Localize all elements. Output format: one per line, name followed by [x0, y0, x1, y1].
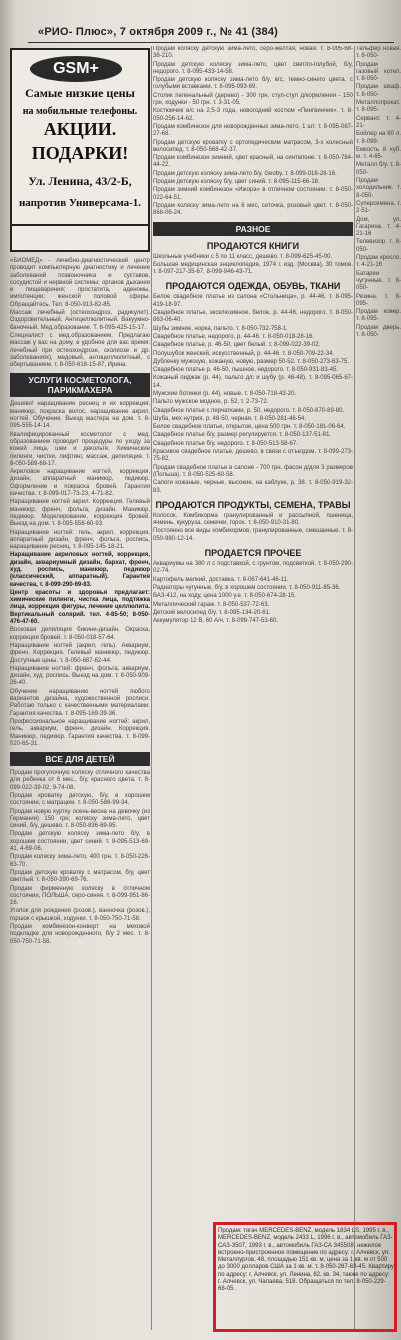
- classified-ad: Белое свадебное платье, открытое, цена 500 грн. т. 8-050-181-06-64.: [153, 424, 346, 431]
- classified-ad: «БИОМЕД» - лечебно-диагностический центр проводит компьютерную диагностику и лечение заболеваний позвоночника и суставов, сосудистой и нервной системы; органов дыхания и пищеварения; простатита, аденомы, импотенции; женской половой сферы. Обращайтесь. Тел. 8-050-913-82-85.: [10, 258, 150, 308]
- classified-ad: Продам прогулочную коляску отличного качества для ребенка от 6 мес., б/у, красного цвета. т. 8-099-022-39-02, 9-74-08.: [10, 770, 150, 791]
- classified-ad: Кожаный пиджак (р. 44), пальто д/с и шубу (р. 46-48). т. 8-095-065-67-14.: [153, 375, 353, 389]
- classified-ad: Восковая депиляция бикини-дизайн. Окраска, коррекция бровей. т. 8-050-018-57-64.: [10, 627, 150, 641]
- ad-slogan-2: на мобильные телефоны.: [22, 106, 138, 117]
- classified-ad: Аккумулятор 12 В, 60 А/ч. т. 8-099-747-53-60.: [153, 618, 279, 625]
- classified-ad: Радиаторы чугунные, б/у, в хорошем состоянии. т. 8-050-911-85-36.: [153, 584, 341, 591]
- classified-ad: Полушубок женский, искусственный, р. 44-46. т. 8-050-709-22-34.: [153, 350, 335, 357]
- classified-ad: Белое свадебное платье из салона «Стольница», р. 44-46. т. 8-095-419-18-97.: [153, 294, 353, 308]
- classified-ad: Акриловое наращивание ногтей, коррекция, дизайн, аппаратный маникюр, педикюр. Оформление и покраска бровей. Гарантия качества. т. 8-099-017-73-23, 4-71-82.: [10, 469, 150, 498]
- classified-ad: Массаж лечебный (остеохондроз, радикулит). Оздоровительный. Антицеллюлитный. Вакуумно-баночный. Мед.образование. Т. 8-095-425-15-17.: [10, 310, 150, 331]
- classified-ad: Продам детскую кроватку с ортопедическим матрасом, 3-х колесный велосипед. т. 8-050-568-42-37.: [153, 139, 353, 153]
- classified-ad: Столик пеленальный (дерево) - 300 грн, стул-стул д/кормления - 150 грн, ходунки - 50 грн. т. 3-31-05.: [153, 92, 353, 107]
- classified-ad: Батареи чугунные. т. 8-050-: [356, 270, 401, 292]
- classified-ad: Наращивание акриловых ногтей, коррекция, дизайн, аквариумный дизайн, бархат, френч, худ. роспись, маникюр, педикюр (классический, аппаратный). Гарантия качества, т. 8-099-290-69-83.: [10, 552, 150, 588]
- section-books: ПРОДАЮТСЯ КНИГИ: [206, 240, 300, 251]
- classified-ad: Свадебное платье, недорого, р. 44-46. т. 8-050-018-28-16.: [153, 333, 315, 340]
- classified-ad: Свадебное платье р. 46-50, пышное, недорого. т. 8-050-931-83-45.: [153, 367, 339, 374]
- classified-ad: Продам детскую коляску зима-лето б/у. Geoby. т. 8-099-018-28-16.: [153, 170, 337, 177]
- classified-ad: ВАЗ-412, на ходу, цена 1000 у.е. т. 8-050-674-28-15.: [153, 593, 296, 600]
- classified-ad: Продам детскую коляску б/у, цвет синий. т. 8-095-115-66-18.: [153, 179, 320, 186]
- classified-ad: Аквариумы на 380 л с подставкой, с грунтом, подсветкой. т. 8-050-290-02-74.: [153, 561, 353, 575]
- classified-ad: Продам ковер. т. 8-095-: [356, 309, 401, 323]
- classified-ad: Большая медицинская энциклопедия, 1974 г. изд. (Москва), 30 томов. т. 8-097-217-35-67, 8-099-946-43-71.: [153, 261, 353, 276]
- ad-gifts: ПОДАРКИ!: [31, 143, 129, 163]
- classified-ad: Наращивание ногтей акрил. Коррекция. Гелевый маникюр, френч, фольга, дизайн. Маникюр, педикюр. Моделирование, коррекция бровей. Выезд на дом. т. 8-095-558-60-93.: [10, 499, 150, 528]
- classified-ad: Наращивание ногтей (акрил, гель). Аквариум, френч. Коррекция. Гелевый маникюр, педикюр. Доступные цены. т. 8-050-687-62-44.: [10, 642, 150, 664]
- classified-ad: Мужские ботинки (р. 44), новые. т. 8-050-718-43-20.: [153, 390, 297, 397]
- ad-promo: АКЦИИ.: [43, 119, 117, 139]
- classified-ad: Продам комбинезон зимний, цвет красный, на синтепоне. т. 8-050-784-44-22.: [153, 155, 353, 169]
- classified-ad: Продам газовый котел. т. 8-050-: [356, 61, 401, 83]
- ad-landmark: напротив Универсама-1.: [18, 197, 142, 209]
- classified-ad: Красивое свадебное платье, дешево, в связи с отъездом. т. 8-099-273-75-82.: [153, 449, 353, 463]
- gsm-advertisement: [10, 48, 150, 252]
- classified-ad: Бойлер на 80 л. т. 8-099-: [356, 131, 401, 145]
- classified-ad: Свадебное платье, р. 46-50, цвет белый. т. 8-099-022-39-02.: [153, 342, 321, 349]
- classified-ad: Наращивание ногтей: гель, акрил, коррекция, аппаратный дизайн, френч, фольга, роспись, наращивание ресниц. т. 8-095-145-18-21.: [10, 529, 150, 551]
- classified-ad: Суперсемена. т. 2-51-: [356, 200, 401, 215]
- section-other: ПРОДАЕТСЯ ПРОЧЕЕ: [204, 548, 302, 559]
- classified-ad: Свадебное платье с перчатками, р. 50, недорого. т. 8-050-670-89-80.: [153, 407, 345, 414]
- classified-ad: Колосок. Комбикорма гранулированный и рассыпной, пшеница, ячмень, кукуруза, семечки, горох. т. 8-050-910-31-80.: [153, 512, 353, 527]
- classified-ad: Резина. т. 8-095-: [356, 293, 401, 307]
- classified-ad: Квалифицированный косметолог с мед. образованием проводит процедуры по уходу за кожей лица, шеи и декольте. Химические пилинги, чистки, лифтинг, массаж, депиляция. т. 8-050-589-68-17.: [10, 431, 150, 467]
- classified-ad: Емкость 8 куб. м. т. 4-65-: [356, 146, 401, 161]
- classified-ad: Продам детскую коляску зима-лето б/у, в/с, темно-синего цвета, с голубыми вставками. т. 8-095-093-69.: [153, 77, 353, 91]
- classified-ad: Продам коляску зима-лето на 6 мес, сеточка, розовый цвет. т. 8-050-868-06-24.: [153, 202, 353, 217]
- classified-ad: Металл б/у. т. 8-050-: [356, 162, 401, 176]
- classified-ad: Сервант. т. 4-21-: [356, 115, 401, 129]
- section-food: ПРОДАЮТСЯ ПРОДУКТЫ, СЕМЕНА, ТРАВЫ: [155, 499, 351, 510]
- classified-ad: Уголок для рождения (розов.), ванночка (розов.), горшок с крышкой, ходунки. т. 8-050-750-71-58.: [10, 908, 150, 922]
- classified-ad: Центр красоты и здоровья предлагает: химические пилинги, чистка лица, подтяжка лица, коррекция фигуры, лечение целлюлита. Вертикальный солярий. тел. 4-85-50; 8-050-476-47-60.: [10, 589, 150, 626]
- column-divider: [151, 46, 152, 1330]
- classified-ad: Свадебное платье, эксклюзивное, белое, р. 44-46, недорого. т. 8-050-863-06-40.: [153, 310, 353, 324]
- ad-address: Ул. Ленина, 43/2-Б,: [28, 174, 132, 188]
- ad-slogan-1: Самые низкие цены: [25, 86, 135, 100]
- classified-ad: Обучение наращиванию ногтей любого вариантов дизайна, художественной росписи. Работаю только с качественными материалами. Гарантия качества. т. 8-095-169-39-36.: [10, 688, 150, 717]
- classified-ad: Продам свадебное платье в салоне - 700 грн, фасон д/для 3 размеров (Польша). т. 8-050-525-60-58.: [153, 464, 353, 478]
- classifieds-column-3: [356, 46, 401, 1332]
- ad-divider: [12, 224, 148, 226]
- classified-ad: Продам шкаф. т. 8-050-: [356, 84, 401, 98]
- classified-ad: Специалист с мед.образованием. Предлагаю массаж у вас на дому, в удобное для вас время: лечебный при остеохондрозе, сколиозе и др. заболеваниях), медовый, антицеллюлитный, с обертыванием. т. 8-050-618-15-87, Ирина.: [10, 332, 150, 369]
- classified-ad: Постоянно все виды комбикормов, гранулированные, смешанные. т. 8-050-980-12-14.: [153, 528, 353, 542]
- section-clothes: ПРОДАЮТСЯ ОДЕЖДА, ОБУВЬ, ТКАНИ: [165, 281, 341, 292]
- classified-ad: Дом, ул. Гагарина. т. 4-21-16: [356, 216, 401, 238]
- classified-ad: Дубленку мужскую, кожаную, новую, размер 50-52. т. 8-050-273-63-75.: [153, 358, 350, 365]
- classified-ad: Сапоги кожаные, черные, высокие, на каблуке, р. 38. т. 8-050-919-32-83.: [153, 480, 353, 494]
- classified-ad: Детский велосипед б/у. т. 8-095-134-20-61.: [153, 609, 271, 616]
- classified-ad: Продам комбинезон-конверт на меховой подкладке для новорожденного, б/у 2 мес. т. 8-050-750-71-58.: [10, 924, 150, 945]
- section-children: ВСЕ ДЛЯ ДЕТЕЙ: [10, 752, 150, 766]
- classified-ad: Продам кроватку детскую, б/у, в хорошем состоянии, с матрацем. т. 8-050-588-99-34.: [10, 793, 150, 807]
- section-cosmetology: УСЛУГИ КОСМЕТОЛОГА, ПАРИКМАХЕРА: [10, 373, 150, 397]
- classified-ad: Продам зимний комбинезон «Ижора» в отличном состоянии. т. 8-050-022-64-51.: [153, 187, 353, 201]
- classified-ad: Шубы зимние, норка, пальто. т. 8-050-732-758-1.: [153, 325, 288, 332]
- classified-ad: Продам дверь. т. 8-050-: [356, 324, 401, 338]
- classified-ad: Телевизор. т. 8-050-: [356, 239, 401, 253]
- classified-ad: Дешево! наращивание ресниц и их коррекция; маникюр, покраска волос, наращивание акрил. ногтей. Обучение. Выезд мастера на дом. т. 8-095-555-14-14.: [10, 401, 150, 430]
- gsm-logo: GSM+: [30, 56, 122, 82]
- classified-ad: Продам холодильник. т. 8-050-: [356, 178, 401, 199]
- classified-ad: Продам фирменную коляску в отличном состоянии, ПОЛЬША, серо-синяя. т. 8-099-951-86-16.: [10, 885, 150, 907]
- classified-ad: Свадебное платье б/у, размер регулируется. т. 8-050-137-51-81.: [153, 432, 332, 439]
- column-divider: [354, 46, 355, 1330]
- classified-ad: Школьные учебники с 5 по 11 класс, дешево. т. 8-099-625-45-00.: [153, 253, 333, 260]
- header-divider: [28, 42, 394, 43]
- classified-ad: Металлический гараж. т. 8-050-537-72-63.: [153, 601, 270, 608]
- classified-ad: Картофель мелкий, доставка. т. 8-067-641-46-11.: [153, 576, 289, 583]
- highlighted-ad-text: Продам: тягач MERCEDES-BENZ, модель 1834 LS, 1995 г. в., MERCEDES-BENZ, модель 2433 L, 1996 г. в., автомобиль ГАЗ-САЗ-3507, 1993 г. в., автомобиль ГАЗ-СА 345508, нежилое встроено-пристроенное помещение по адресу: г. Алчевск, ул. Металлургов, 48, площадью 151 кв. м, цена за 1 кв. м от 500 до 3000 долларов США за 1 кв. м. т. 8-050-287-63-45. Квартиру по адресу: г. Алчевск, ул. Ленина, 82, кв. 34, также по адресу: г. Алчевск, ул. Чапаева, 518. Обращаться по тел. 8-050-229-68-05.: [218, 1228, 394, 1293]
- classified-ad: Продам коляску детскую зима-лето, серо-желтая, новая. т. 8-095-68-38-210.: [153, 46, 353, 60]
- classified-ad: Продам комбинезон для новорожденных зима-лето, 1 шт. т. 8-095-087-27-68.: [153, 123, 353, 138]
- classifieds-column-2: [153, 46, 353, 1332]
- classified-ad: Тельфер новая. т. 8-050-: [356, 46, 401, 60]
- classifieds-column-1: [10, 46, 150, 1332]
- classified-ad: Наращивание ногтей: френч, фольга, аквариум, дизайн, худ. роспись. Выезд на дом. т. 8-050-909-26-40.: [10, 665, 150, 687]
- classified-ad: Продам детскую коляску зима-лето, цвет светло-голубой, б/у, недорого. т. 8-095-433-14-58.: [153, 61, 353, 75]
- classified-ad: Свадебное платье б/у, недорого. т. 8-050-513-58-67.: [153, 440, 298, 447]
- classified-ad: Продам детскую кроватку с матрасом, б/у, цвет светлый. т. 8-050-390-69-76.: [10, 869, 150, 884]
- classified-ad: Профессиональное наращивание ногтей: акрил, гель, аквариум, френч, дизайн. Коррекция. Маникюр, педикюр. Гарантия качества. т. 8-099-020-65-31.: [10, 718, 150, 747]
- classified-ad: Пальто мужское модное, р. 52, т. 2-73-72.: [153, 399, 269, 406]
- classified-ad: Продам кресло. т. 4-21-16: [356, 255, 401, 269]
- classified-ad: Продам новую куртку осень-весна на девочку (из Германии) 150 грн; коляску зима-лето, цвет синий, б/у, дешево. т. 8-050-836-69-95.: [10, 808, 150, 830]
- highlight-box: [213, 1222, 397, 1332]
- classified-ad: Костюмчик в/с на 2,5-3 года, новогодний костюм «Пингвинчик». т. 8-050-256-14-62.: [153, 108, 353, 122]
- classified-ad: Шуба, мех нутрия, р. 48-50, черная. т. 8-050-281-46-54.: [153, 415, 307, 422]
- section-misc: РАЗНОЕ: [153, 222, 353, 236]
- classified-ad: Продам детскую коляску зима-лето б/у, в хорошем состоянии, цвет синий. т. 8-095-513-69-41, 4-69-06.: [10, 831, 150, 853]
- newspaper-header: «РИО- Плюс», 7 октября 2009 г., № 41 (384): [38, 26, 279, 38]
- classified-ad: Продам коляску зима-лето, 400 грн. т. 8-050-226-63-70.: [10, 854, 150, 868]
- classified-ad: Металлопрокат. т. 8-095-: [356, 100, 401, 114]
